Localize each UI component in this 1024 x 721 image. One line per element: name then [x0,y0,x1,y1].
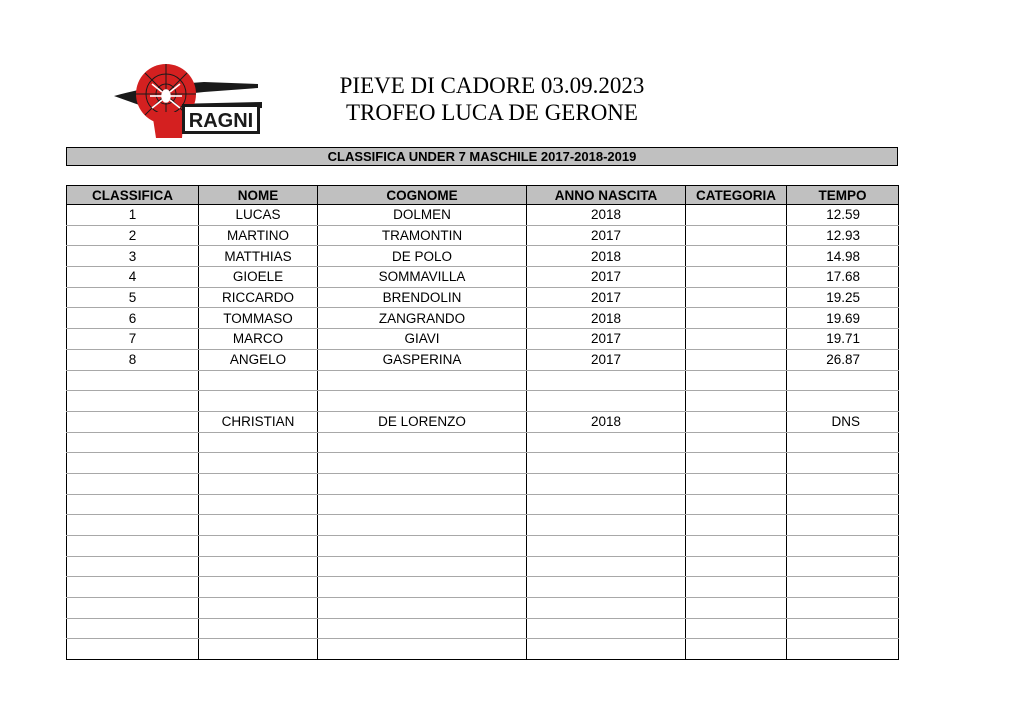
cell-anno-nascita: 2017 [527,225,686,246]
title-line-1: PIEVE DI CADORE 03.09.2023 [339,73,645,98]
cell-cognome [318,391,527,412]
cell-categoria [686,205,787,226]
cell-nome [199,453,318,474]
cell-tempo [787,577,899,598]
cell-nome [199,556,318,577]
cell-anno-nascita [527,453,686,474]
cell-classifica [67,370,199,391]
cell-classifica [67,453,199,474]
cell-categoria [686,536,787,557]
cell-cognome [318,536,527,557]
results-body [67,205,899,660]
cell-nome [199,618,318,639]
cell-cognome [318,473,527,494]
cell-tempo [787,598,899,619]
results-table [66,185,899,660]
cell-nome: TOMMASO [199,308,318,329]
col-header-cognome: COGNOME [318,186,527,205]
cell-categoria [686,391,787,412]
logo-text: RAGNI [188,110,254,132]
cell-categoria [686,432,787,453]
cell-classifica [67,577,199,598]
table-row [67,577,899,598]
cell-tempo: 19.25 [787,287,899,308]
col-header-tempo: TEMPO [787,186,899,205]
cell-tempo [787,391,899,412]
cell-categoria [686,515,787,536]
cell-cognome [318,618,527,639]
table-row [67,267,899,288]
cell-nome: RICCARDO [199,287,318,308]
cell-classifica: 4 [67,267,199,288]
cell-cognome: DOLMEN [318,205,527,226]
cell-classifica [67,598,199,619]
cell-classifica [67,536,199,557]
cell-tempo: 14.98 [787,246,899,267]
cell-anno-nascita [527,473,686,494]
title-line-2: TROFEO LUCA DE GERONE [346,100,638,125]
table-row [67,411,899,432]
cell-anno-nascita: 2018 [527,246,686,267]
cell-cognome [318,494,527,515]
cell-nome [199,577,318,598]
cell-categoria [686,246,787,267]
cell-classifica: 3 [67,246,199,267]
cell-tempo: DNS [787,411,899,432]
cell-nome: MATTHIAS [199,246,318,267]
cell-categoria [686,577,787,598]
cell-categoria [686,329,787,350]
cell-tempo: 26.87 [787,349,899,370]
cell-cognome [318,556,527,577]
cell-categoria [686,287,787,308]
cell-nome [199,432,318,453]
cell-categoria [686,618,787,639]
cell-anno-nascita [527,618,686,639]
cell-categoria [686,473,787,494]
cell-cognome: GASPERINA [318,349,527,370]
cell-tempo [787,515,899,536]
table-row [67,246,899,267]
cell-anno-nascita: 2018 [527,205,686,226]
cell-categoria [686,411,787,432]
cell-anno-nascita [527,639,686,660]
table-row [67,391,899,412]
table-row [67,536,899,557]
cell-anno-nascita [527,515,686,536]
cell-categoria [686,556,787,577]
cell-categoria [686,598,787,619]
cell-categoria [686,349,787,370]
table-row [67,515,899,536]
cell-cognome [318,453,527,474]
cell-nome: GIOELE [199,267,318,288]
cell-tempo [787,556,899,577]
cell-tempo [787,494,899,515]
cell-anno-nascita: 2017 [527,349,686,370]
table-row [67,205,899,226]
cell-nome: CHRISTIAN [199,411,318,432]
ragni-logo [112,62,264,140]
cell-anno-nascita [527,370,686,391]
cell-anno-nascita [527,556,686,577]
cell-nome [199,536,318,557]
table-row [67,308,899,329]
table-row [67,556,899,577]
table-row [67,598,899,619]
cell-cognome: ZANGRANDO [318,308,527,329]
table-header-row [67,186,899,205]
cell-cognome: DE POLO [318,246,527,267]
cell-anno-nascita [527,598,686,619]
cell-nome [199,598,318,619]
cell-nome [199,473,318,494]
cell-classifica [67,494,199,515]
cell-tempo [787,618,899,639]
cell-tempo [787,453,899,474]
category-banner: CLASSIFICA UNDER 7 MASCHILE 2017-2018-2019 [66,147,898,166]
cell-cognome [318,370,527,391]
cell-cognome: TRAMONTIN [318,225,527,246]
table-row [67,329,899,350]
cell-tempo [787,536,899,557]
cell-classifica [67,411,199,432]
cell-classifica [67,391,199,412]
table-row [67,473,899,494]
cell-anno-nascita: 2017 [527,267,686,288]
cell-nome: MARCO [199,329,318,350]
col-header-nome: NOME [199,186,318,205]
cell-classifica: 5 [67,287,199,308]
table-row [67,494,899,515]
cell-classifica: 8 [67,349,199,370]
cell-anno-nascita [527,432,686,453]
cell-classifica [67,556,199,577]
cell-cognome [318,432,527,453]
cell-nome: MARTINO [199,225,318,246]
cell-classifica: 6 [67,308,199,329]
cell-categoria [686,370,787,391]
cell-anno-nascita [527,577,686,598]
cell-tempo: 19.69 [787,308,899,329]
cell-classifica [67,473,199,494]
cell-anno-nascita: 2017 [527,287,686,308]
cell-cognome: SOMMAVILLA [318,267,527,288]
cell-classifica [67,515,199,536]
cell-tempo [787,639,899,660]
cell-anno-nascita: 2018 [527,411,686,432]
cell-cognome: DE LORENZO [318,411,527,432]
cell-nome [199,391,318,412]
col-header-anno-nascita: ANNO NASCITA [527,186,686,205]
cell-cognome: GIAVI [318,329,527,350]
cell-tempo: 17.68 [787,267,899,288]
cell-classifica: 1 [67,205,199,226]
cell-tempo: 19.71 [787,329,899,350]
cell-anno-nascita: 2017 [527,329,686,350]
table-row [67,618,899,639]
cell-cognome: BRENDOLIN [318,287,527,308]
cell-classifica [67,639,199,660]
page-title [300,72,684,126]
cell-nome [199,515,318,536]
cell-tempo [787,432,899,453]
cell-cognome [318,598,527,619]
cell-anno-nascita [527,536,686,557]
logo-red-block [152,112,184,138]
cell-nome: LUCAS [199,205,318,226]
col-header-classifica: CLASSIFICA [67,186,199,205]
table-row [67,453,899,474]
cell-cognome [318,639,527,660]
cell-tempo [787,370,899,391]
col-header-categoria: CATEGORIA [686,186,787,205]
cell-classifica: 2 [67,225,199,246]
table-row [67,370,899,391]
cell-nome: ANGELO [199,349,318,370]
cell-classifica [67,618,199,639]
cell-nome [199,639,318,660]
cell-classifica [67,432,199,453]
cell-categoria [686,308,787,329]
cell-categoria [686,494,787,515]
cell-cognome [318,515,527,536]
cell-cognome [318,577,527,598]
cell-nome [199,494,318,515]
table-row [67,225,899,246]
cell-categoria [686,267,787,288]
cell-classifica: 7 [67,329,199,350]
cell-nome [199,370,318,391]
table-row [67,639,899,660]
cell-categoria [686,225,787,246]
cell-categoria [686,453,787,474]
cell-tempo [787,473,899,494]
cell-anno-nascita [527,391,686,412]
table-row [67,287,899,308]
table-row [67,432,899,453]
cell-anno-nascita [527,494,686,515]
cell-anno-nascita: 2018 [527,308,686,329]
cell-categoria [686,639,787,660]
cell-tempo: 12.59 [787,205,899,226]
table-row [67,349,899,370]
cell-tempo: 12.93 [787,225,899,246]
